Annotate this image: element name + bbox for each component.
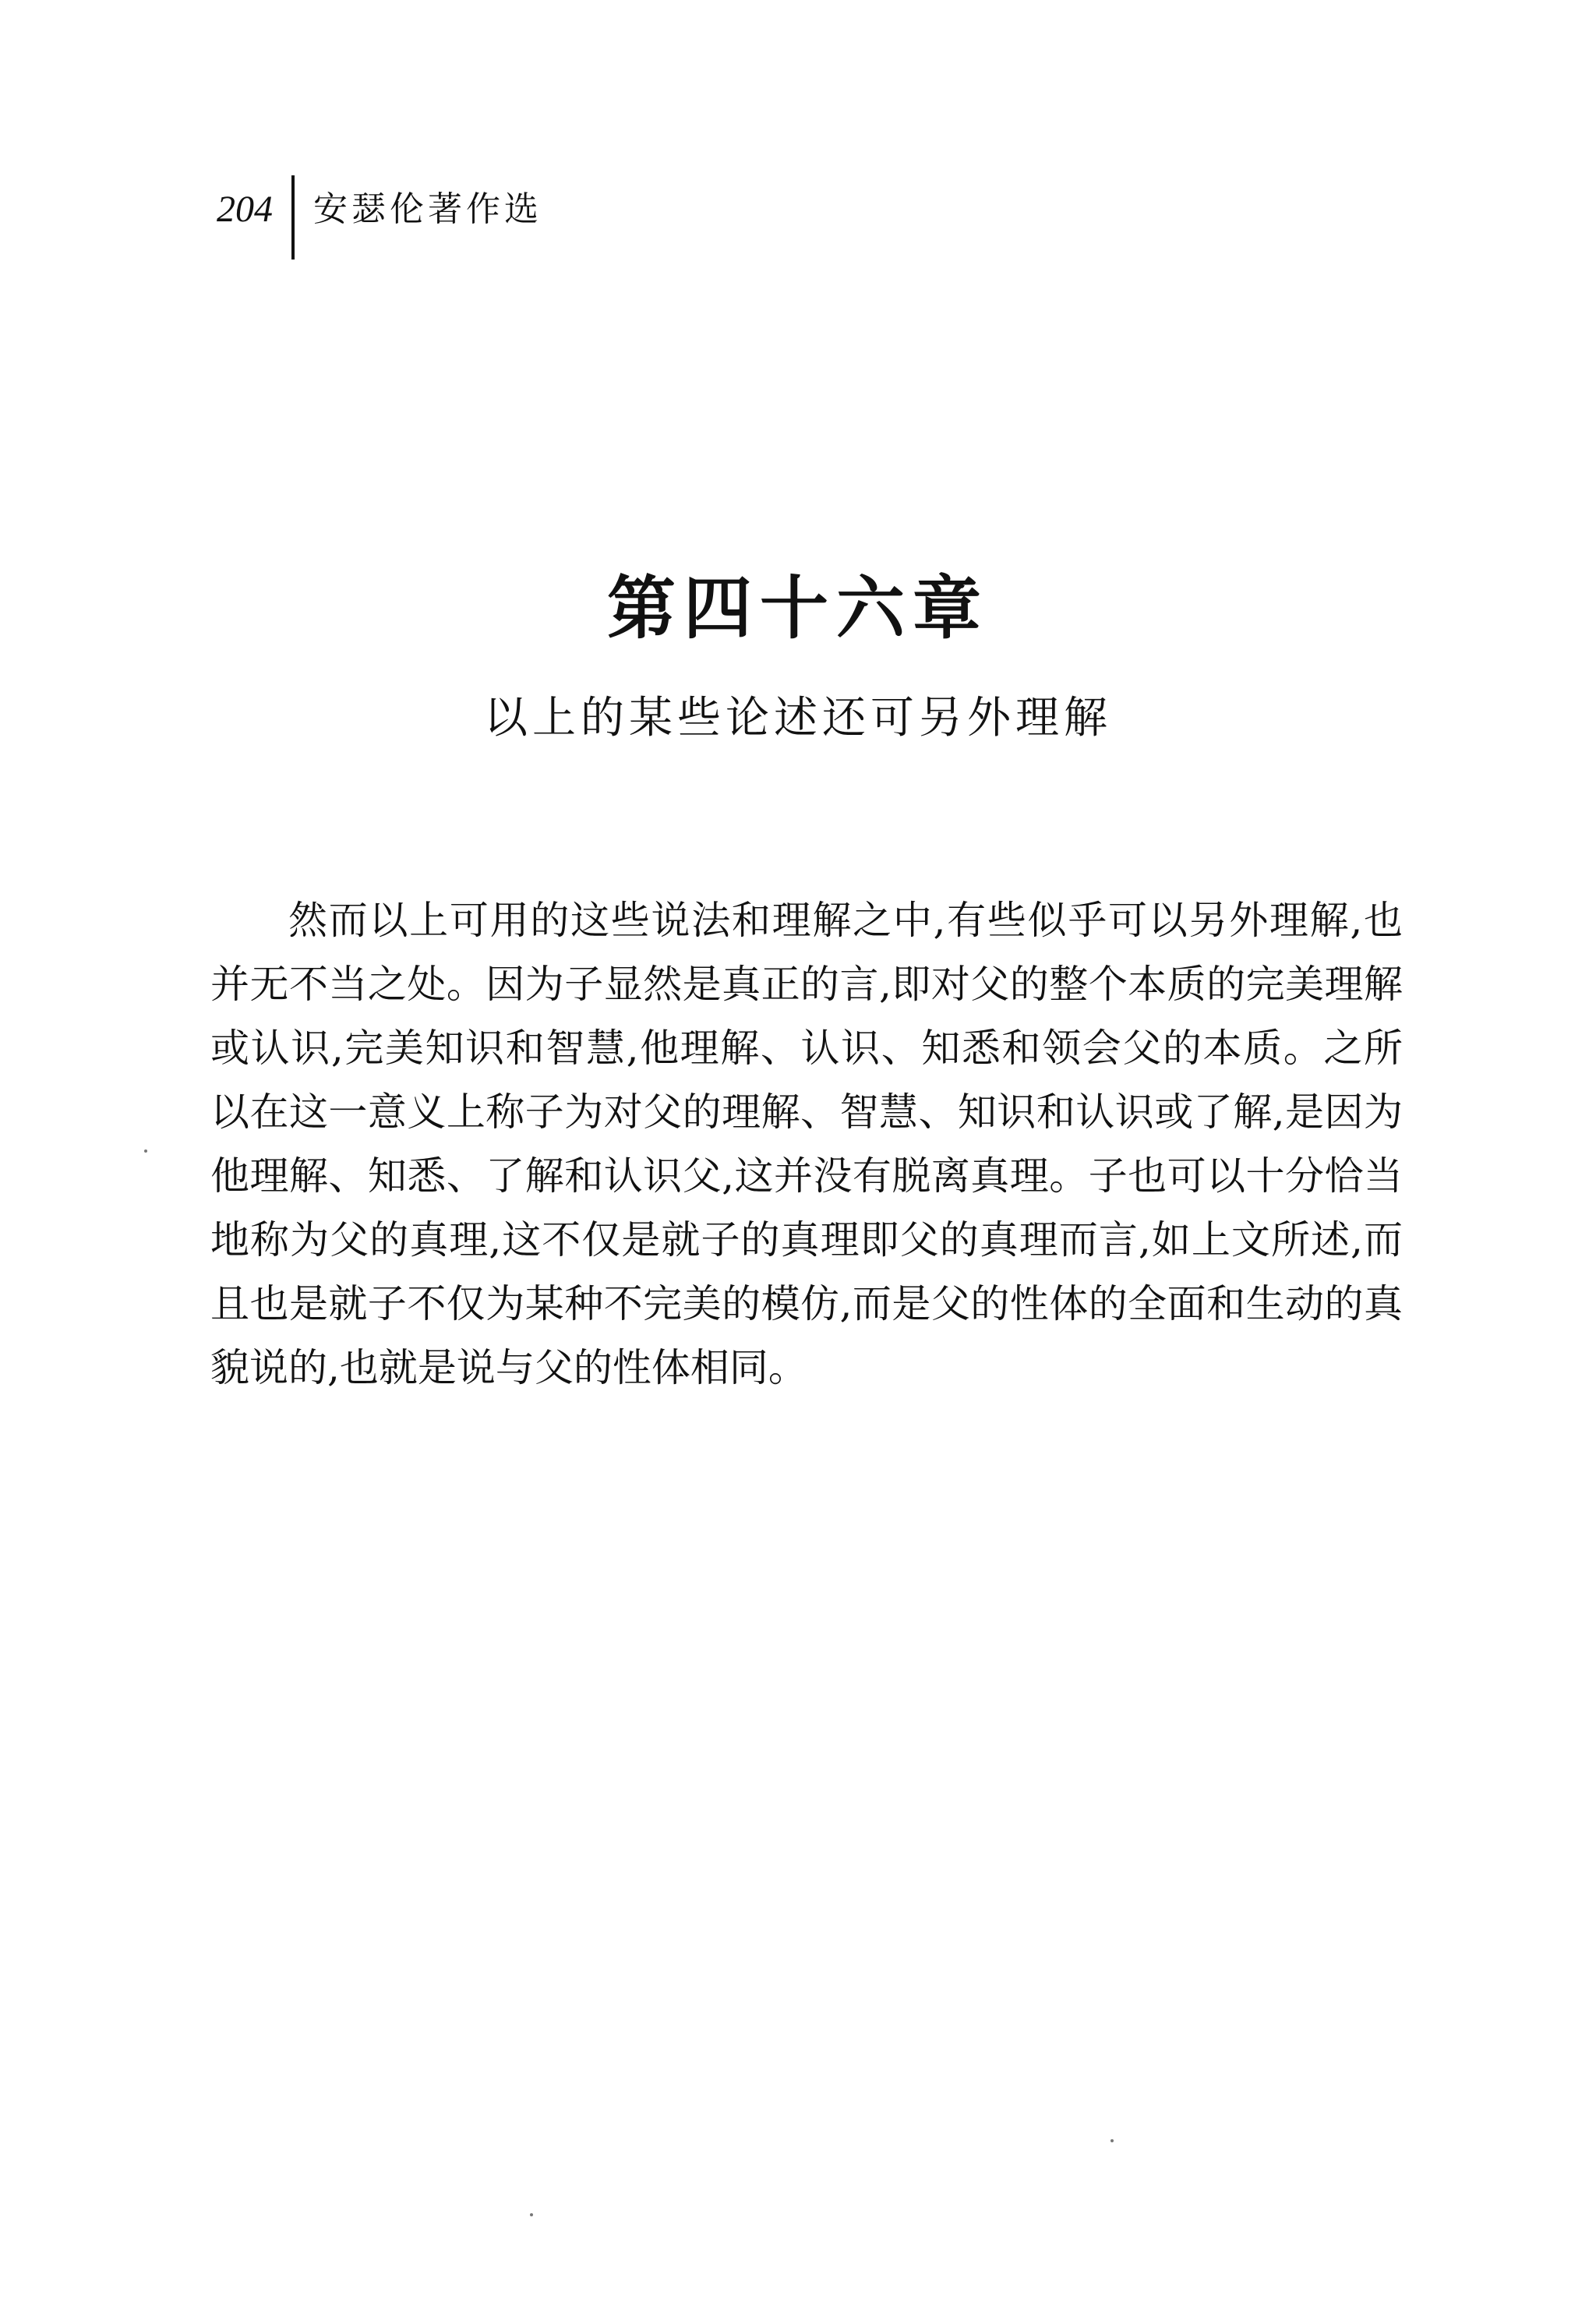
scan-speck	[144, 1149, 147, 1153]
header-divider	[291, 175, 295, 260]
scan-speck	[1110, 2139, 1114, 2142]
chapter-subtitle: 以上的某些论述还可另外理解	[484, 693, 1112, 743]
running-title: 安瑟伦著作选	[313, 189, 542, 229]
body-paragraph: 然而以上可用的这些说法和理解之中,有些似乎可以另外理解,也并无不当之处。因为子显然是真正的言,即对父的整个本质的完美理解或认识,完美知识和智慧,他理解、认识、知悉和领会父的本质。之所以在这一意义上称子为对父的理解、智慧、知识和认识或了解,是因为他理解、知悉、了解和认识父,这并没有脱离真理。子也可以十分恰当地称为父的真理,这不仅是就子的真理即父的真理而言,如上文所述,而且也是就子不仅为某种不完美的模仿,而是父的性体的全面和生动的真貌说的,也就是说与父的性体相同。	[210, 898, 1403, 1390]
page-number: 204	[217, 189, 273, 230]
scan-speck	[530, 2213, 533, 2216]
chapter-title: 第四十六章	[606, 567, 989, 648]
